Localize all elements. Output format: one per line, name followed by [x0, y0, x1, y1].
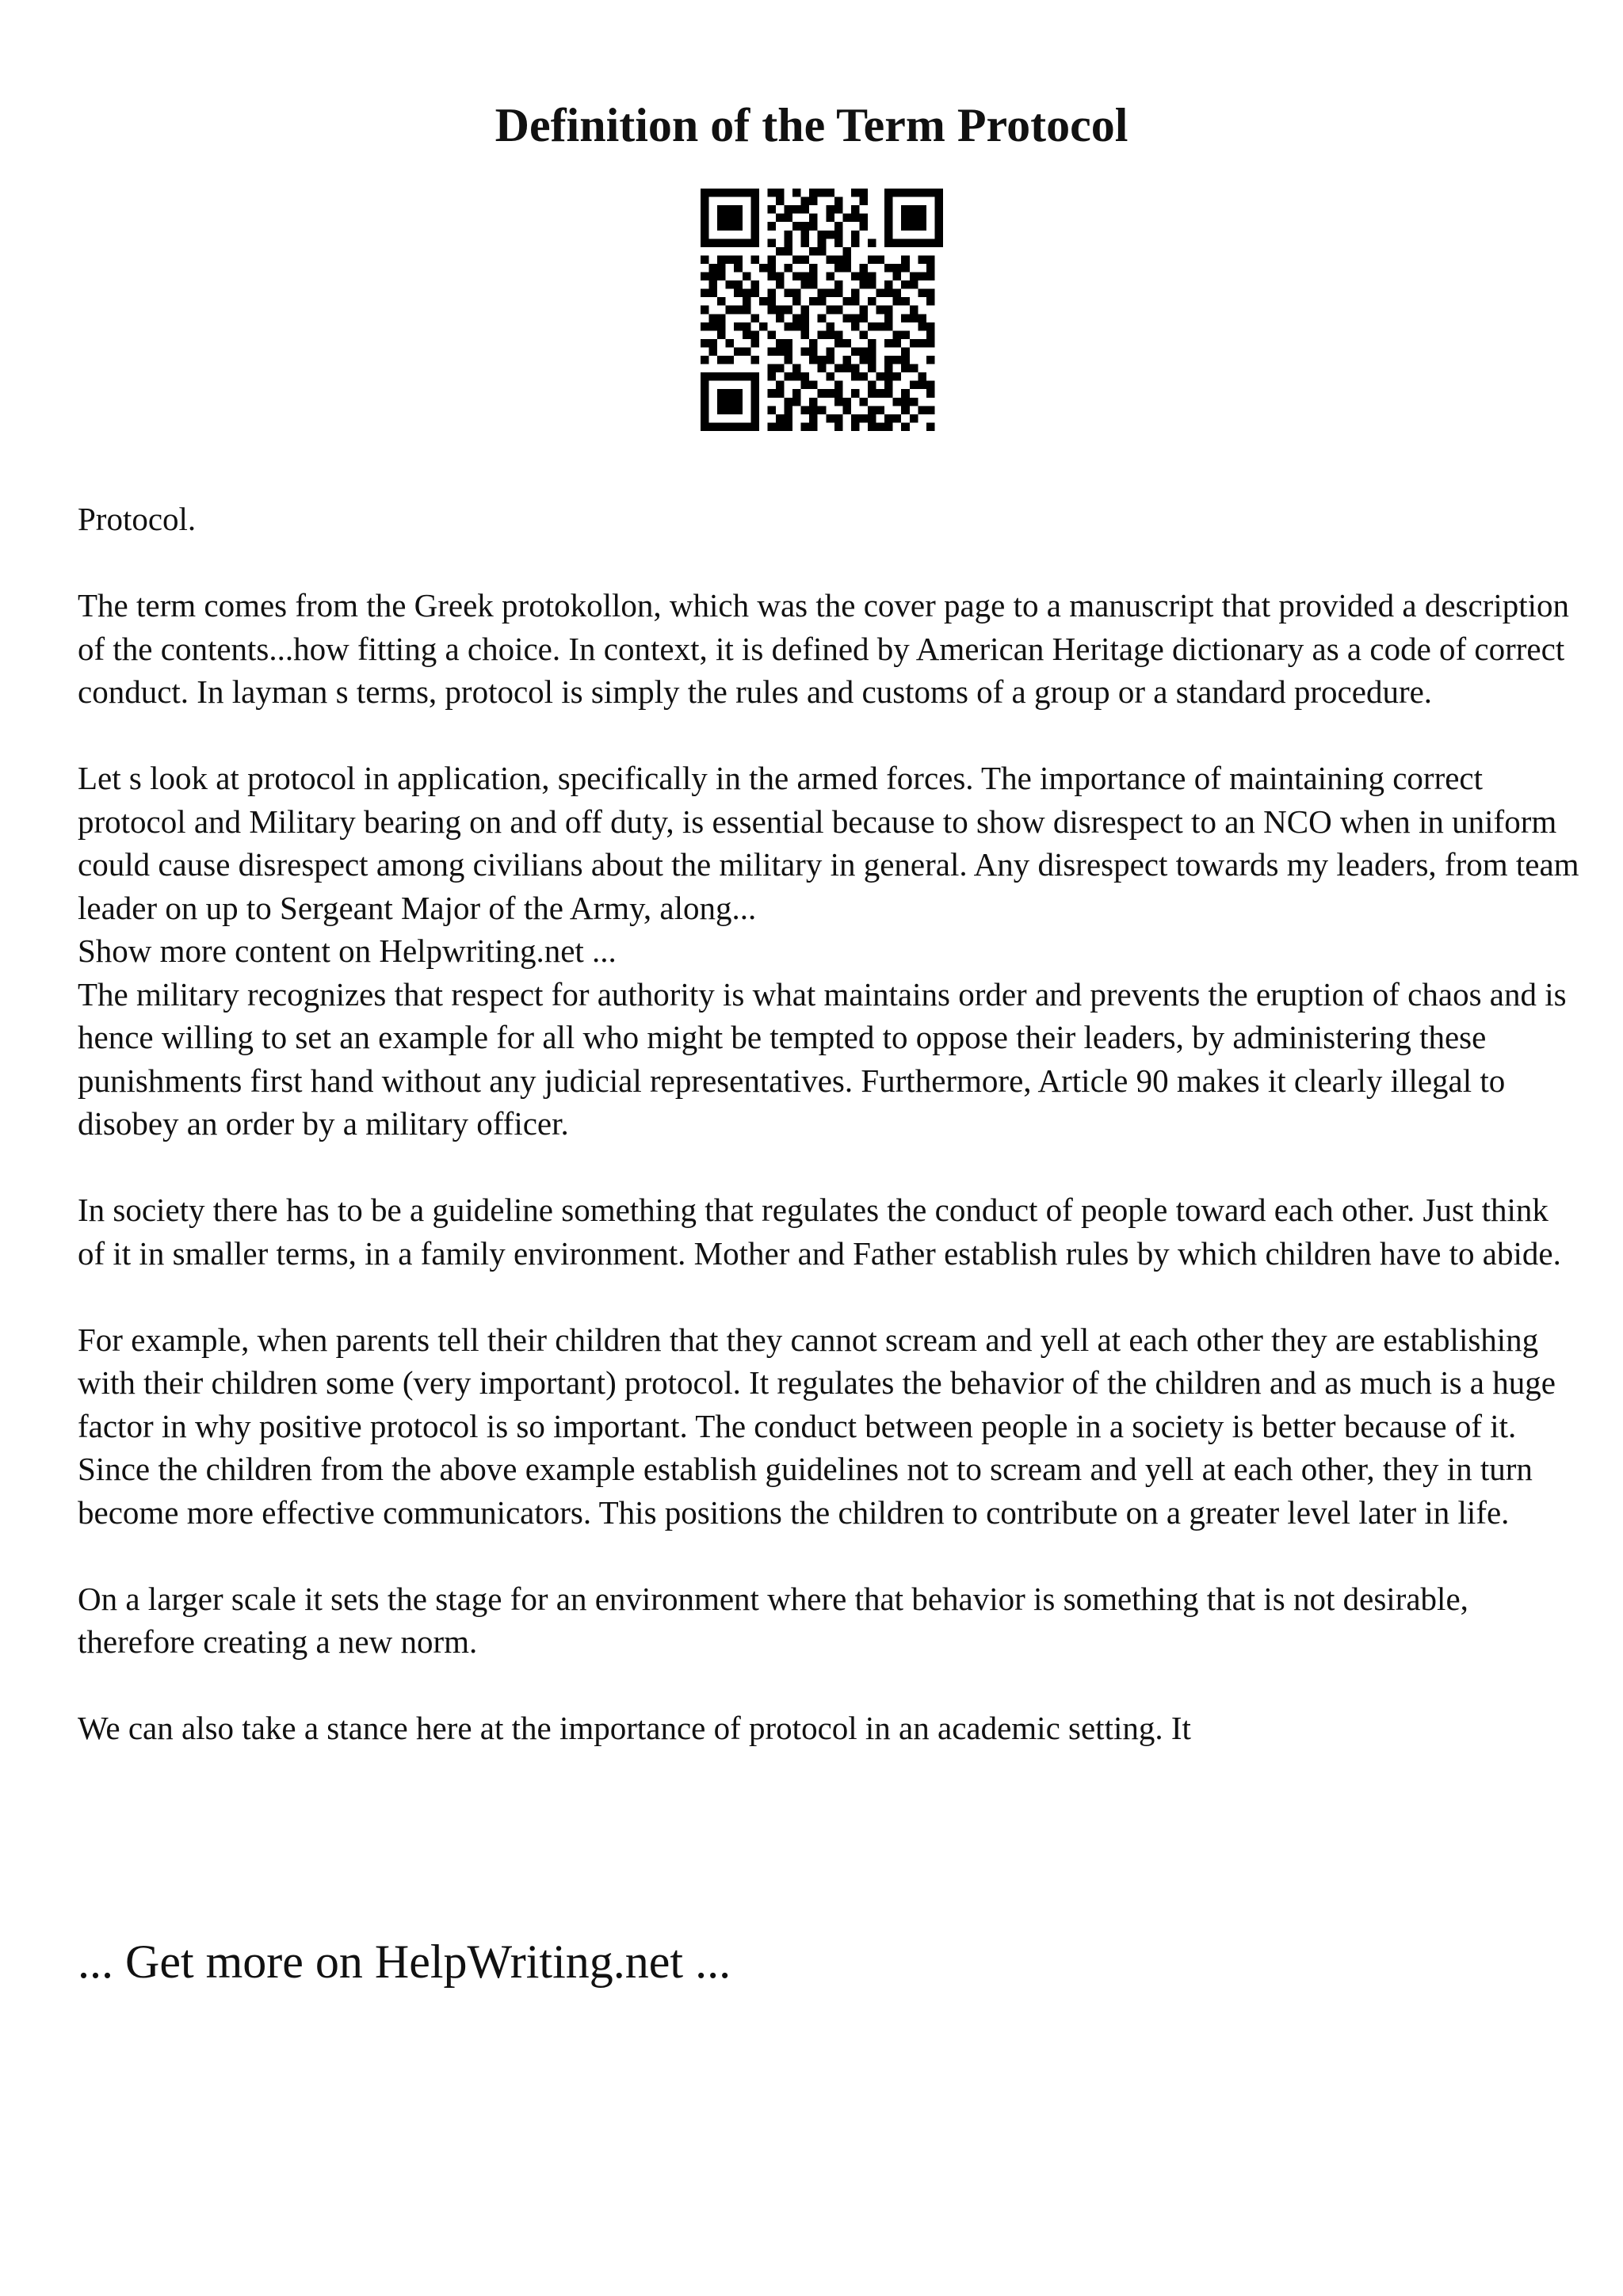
paragraph: The military recognizes that respect for authority is what maintains order and prevents the eruption of chaos and is hence willing to set an example for all who might be tempted to oppose their leaders, by administering these punishments first hand without any judicial representatives. Furthermore, Article 90 makes it clearly illegal to disobey an order by a military officer. — [78, 975, 1567, 1142]
page-title: Definition of the Term Protocol — [495, 99, 1128, 151]
paragraph: Protocol. — [78, 501, 197, 537]
paragraph: The term comes from the Greek protokollon, which was the cover page to a manuscript that provided a description of the contents...how fitting a choice. In context, it is defined by American Heritage dictionary as a code of correct conduct. In layman s terms, protocol is simply the rules and customs of a group or a standard procedure. — [78, 587, 1569, 710]
document-body — [78, 498, 1583, 1793]
paragraph: On a larger scale it sets the stage for an environment where that behavior is something that is not desirable, therefore creating a new norm. — [78, 1580, 1468, 1660]
paragraph: We can also take a stance here at the importance of protocol in an academic setting. It — [78, 1710, 1191, 1746]
get-more-link[interactable]: ... Get more on HelpWriting.net ... — [78, 1936, 731, 1988]
paragraph: Let s look at protocol in application, specifically in the armed forces. The importance of maintaining correct protocol and Military bearing on and off duty, is essential because to show disrespect to an NCO when in uniform could cause disrespect among civilians about the military in general. Any disrespect towards my leaders, from team leader on up to Sergeant Major of the Army, along... — [78, 760, 1579, 926]
paragraph: For example, when parents tell their children that they cannot scream and yell at each other they are establishing with their children some (very important) protocol. It regulates the behavior of the children and as much is a huge factor in why positive protocol is so important. The conduct between people in a society is better because of it. Since the children from the above example establish guidelines not to scream and yell at each other, they in turn become more effective communicators. This positions the children to contribute on a greater level later in life. — [78, 1321, 1556, 1531]
show-more-link[interactable]: Show more content on Helpwriting.net ... — [78, 933, 617, 969]
paragraph: In society there has to be a guideline something that regulates the conduct of people toward each other. Just think of it in smaller terms, in a family environment. Mother and Father establish rules by which children have to abide. — [78, 1192, 1561, 1272]
qr-code-icon — [701, 189, 943, 431]
